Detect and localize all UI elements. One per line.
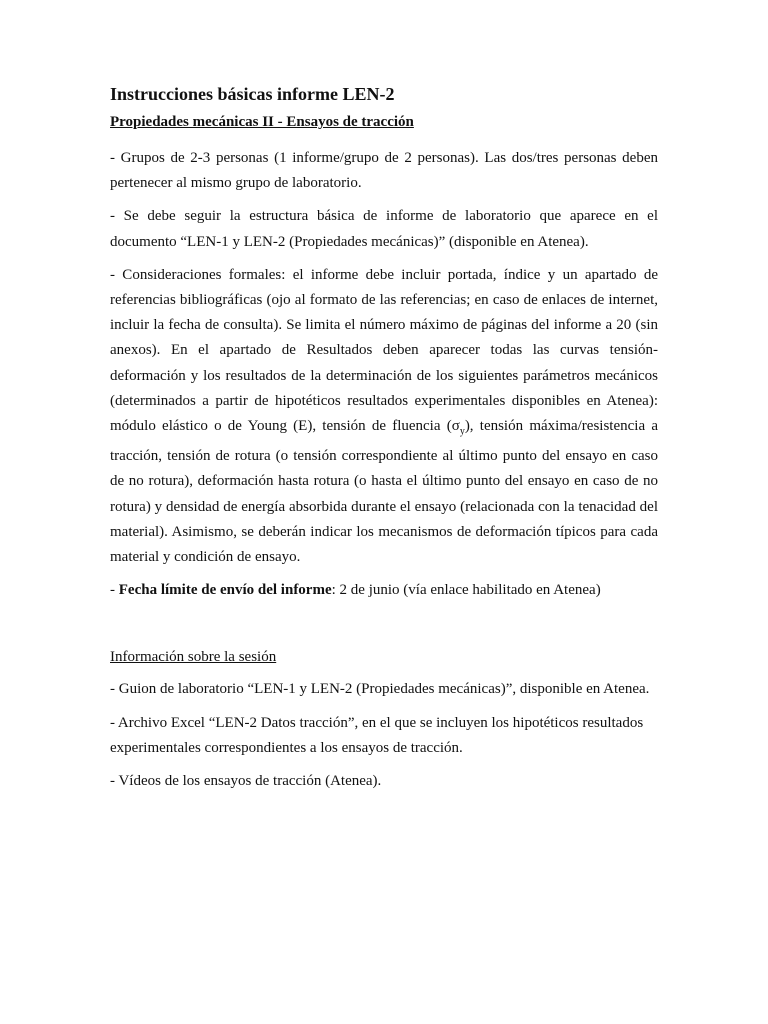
formal-text-part2: ), tensión máxima/resistencia a tracción, tensión de rotura (o tensión correspondiente al último punto del ensayo en caso de no rotura), deformación hasta rotura (o hasta el último punto del ensayo en caso de no rotura) y densidad de energía absorbida durante el ensayo (relacionada con la tenacidad del material). Asimismo, se deberán indicar los mecanismos de deformación típicos para cada material y condición de ensayo. (110, 418, 658, 566)
paragraph-structure: - Se debe seguir la estructura básica de informe de laboratorio que aparece en el documento “LEN-1 y LEN-2 (Propiedades mecánicas)” (disponible en Atenea). (110, 208, 658, 250)
session-item-videos: - Vídeos de los ensayos de tracción (Atenea). (110, 773, 382, 790)
document-title: Instrucciones básicas informe LEN-2 (110, 84, 395, 104)
document-subtitle: Propiedades mecánicas II - Ensayos de tracción (110, 114, 414, 130)
deadline-prefix: - (110, 582, 119, 599)
deadline-text: : 2 de junio (vía enlace habilitado en Atenea) (331, 582, 601, 599)
document-page (110, 82, 658, 802)
sigma-symbol: σ (451, 418, 460, 435)
paragraph-formal-considerations (110, 263, 658, 570)
session-item-guide: - Guion de laboratorio “LEN-1 y LEN-2 (Propiedades mecánicas)”, disponible en Atenea. (110, 681, 650, 698)
session-heading: Información sobre la sesión (110, 649, 277, 666)
paragraph-groups: - Grupos de 2-3 personas (1 informe/grupo de 2 personas). Las dos/tres personas deben pertenecer al mismo grupo de laboratorio. (110, 150, 658, 192)
session-item-excel: - Archivo Excel “LEN-2 Datos tracción”, en el que se incluyen los hipotéticos resultados experimentales correspondientes a los ensayos de tracción. (110, 714, 644, 756)
sigma-subscript: y (459, 426, 465, 438)
deadline-label: Fecha límite de envío del informe (118, 582, 332, 599)
paragraph-deadline (110, 578, 658, 603)
formal-text-part1: - Consideraciones formales: el informe debe incluir portada, índice y un apartado de referencias bibliográficas (ojo al formato de las referencias; en caso de enlaces de internet, incluir la fecha de consulta). Se limita el número máximo de páginas del informe a 20 (sin anexos). En el apartado de Resultados deben aparecer todas las curvas tensión-deformación y los resultados de la determinación de los siguientes parámetros mecánicos (determinados a partir de hipotéticos resultados experimentales disponibles en Atenea): módulo elástico o de Young (E), tensión de fluencia ( (110, 266, 658, 435)
